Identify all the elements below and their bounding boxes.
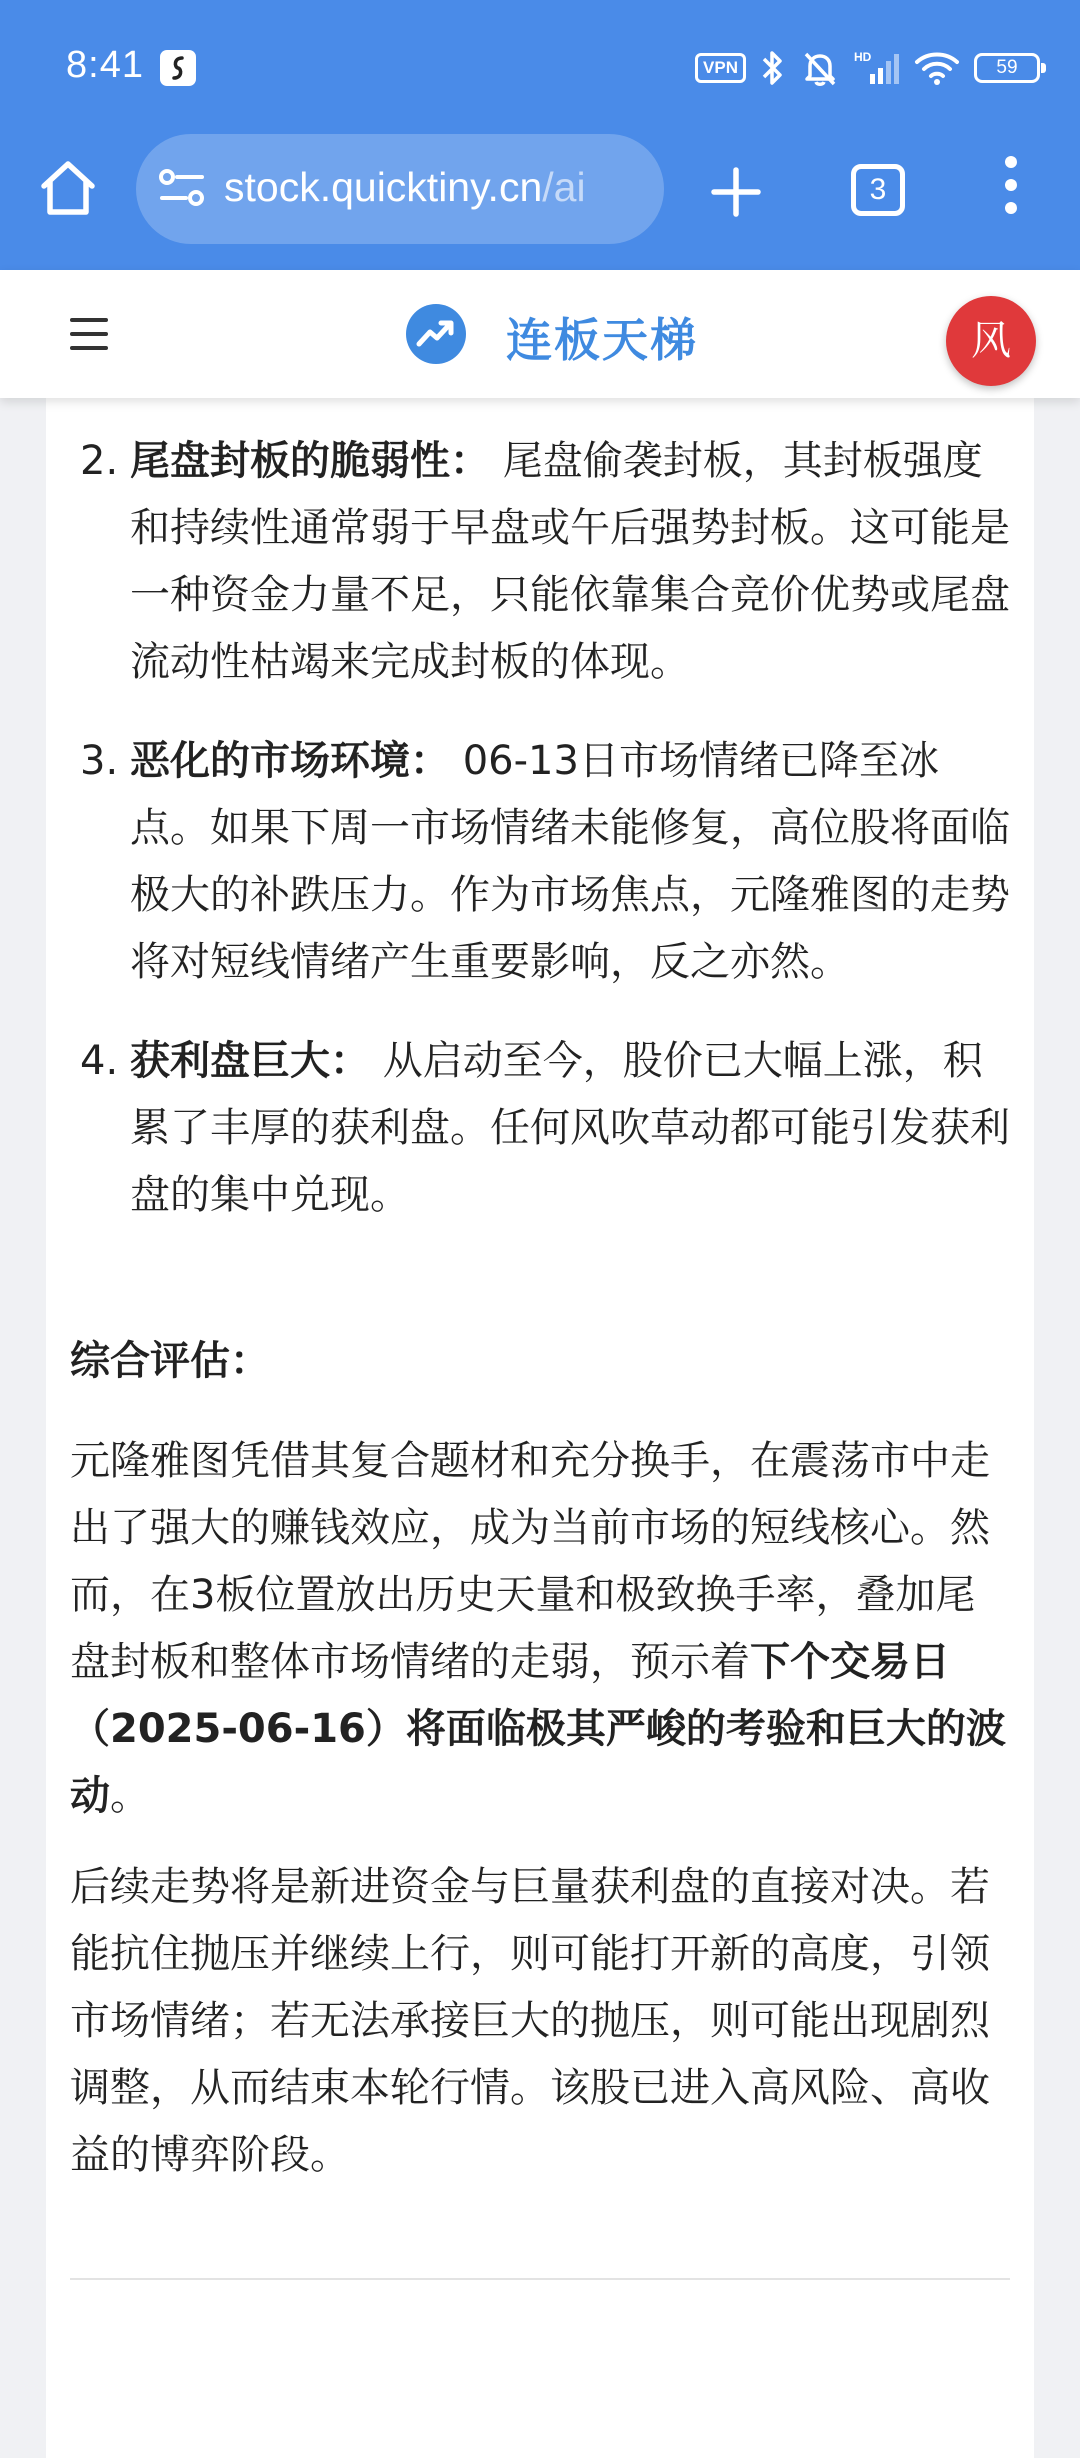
summary-emphasis: 下个交易日（2025-06-16）将面临极其严峻的考验和巨大的波动 xyxy=(70,1639,1006,1819)
list-item-text: 从启动至今，股价已大幅上涨，积累了丰厚的获利盘。任何风吹草动都可能引发获利盘的集中兑现。 xyxy=(130,1038,1010,1218)
content-area xyxy=(0,398,1080,2400)
home-icon[interactable] xyxy=(36,156,100,220)
url-domain: stock.quicktiny.cn xyxy=(224,164,543,210)
list-item-title: 尾盘封板的脆弱性： xyxy=(130,438,490,484)
list-item xyxy=(70,728,1010,996)
url-path: /ai xyxy=(542,164,586,210)
wifi-icon xyxy=(914,48,960,88)
list-number: 2. xyxy=(80,438,119,484)
article-card xyxy=(46,358,1034,2458)
battery-indicator: 59 xyxy=(974,53,1040,83)
trend-logo-icon xyxy=(406,304,466,364)
list-item xyxy=(70,1028,1010,1229)
signal-icon xyxy=(854,48,900,88)
closing-paragraph: 后续走势将是新进资金与巨量获利盘的直接对决。若能抗住抛压并继续上行，则可能打开新的高度，引领市场情绪；若无法承接巨大的抛压，则可能出现剧烈调整，从而结束本轮行情。该股已进入高风险、高收益的博弈阶段。 xyxy=(70,1864,990,2178)
list-number: 4. xyxy=(80,1038,119,1084)
site-settings-icon[interactable] xyxy=(158,168,206,208)
user-avatar[interactable]: 风 xyxy=(946,296,1036,386)
tab-switcher-button[interactable]: 3 xyxy=(851,164,905,216)
summary-paragraph xyxy=(70,1428,1010,1830)
more-options-icon[interactable] xyxy=(996,156,1026,226)
notification-app-icon xyxy=(160,50,196,86)
status-indicators xyxy=(695,46,1040,90)
url-text[interactable] xyxy=(224,164,586,211)
address-bar[interactable] xyxy=(136,134,664,244)
status-bar xyxy=(0,0,1080,140)
mute-bell-icon xyxy=(800,48,840,88)
browser-toolbar xyxy=(0,130,1080,250)
list-item-title: 获利盘巨大： xyxy=(130,1038,370,1084)
hamburger-menu-icon[interactable] xyxy=(70,318,108,352)
svg-text:HD: HD xyxy=(854,50,872,64)
site-title[interactable]: 连板天梯 xyxy=(506,313,698,367)
bluetooth-icon xyxy=(760,48,786,88)
status-time: 8:41 xyxy=(66,44,144,86)
divider xyxy=(70,2278,1010,2280)
new-tab-icon[interactable] xyxy=(706,162,766,222)
summary-text: 元隆雅图凭借其复合题材和充分换手，在震荡市中走出了强大的赚钱效应，成为当前市场的短线核心。然而，在3板位置放出历史天量和极致换手率，叠加尾盘封板和整体市场情绪的走弱，预示着 xyxy=(70,1438,990,1685)
list-item xyxy=(70,428,1010,696)
site-header xyxy=(0,270,1080,398)
summary-heading: 综合评估： xyxy=(70,1338,270,1384)
list-item-text: 06-13日市场情绪已降至冰点。如果下周一市场情绪未能修复，高位股将面临极大的补跌压力。作为市场焦点，元隆雅图的走势将对短线情绪产生重要影响，反之亦然。 xyxy=(130,738,1010,985)
list-number: 3. xyxy=(80,738,119,784)
summary-end: 。 xyxy=(110,1773,150,1819)
risk-list xyxy=(70,428,1010,1261)
vpn-icon: VPN xyxy=(695,53,746,83)
list-item-title: 恶化的市场环境： xyxy=(130,738,450,784)
browser-chrome xyxy=(0,0,1080,270)
list-item-text: 尾盘偷袭封板，其封板强度和持续性通常弱于早盘或午后强势封板。这可能是一种资金力量不足，只能依靠集合竞价优势或尾盘流动性枯竭来完成封板的体现。 xyxy=(130,438,1010,685)
